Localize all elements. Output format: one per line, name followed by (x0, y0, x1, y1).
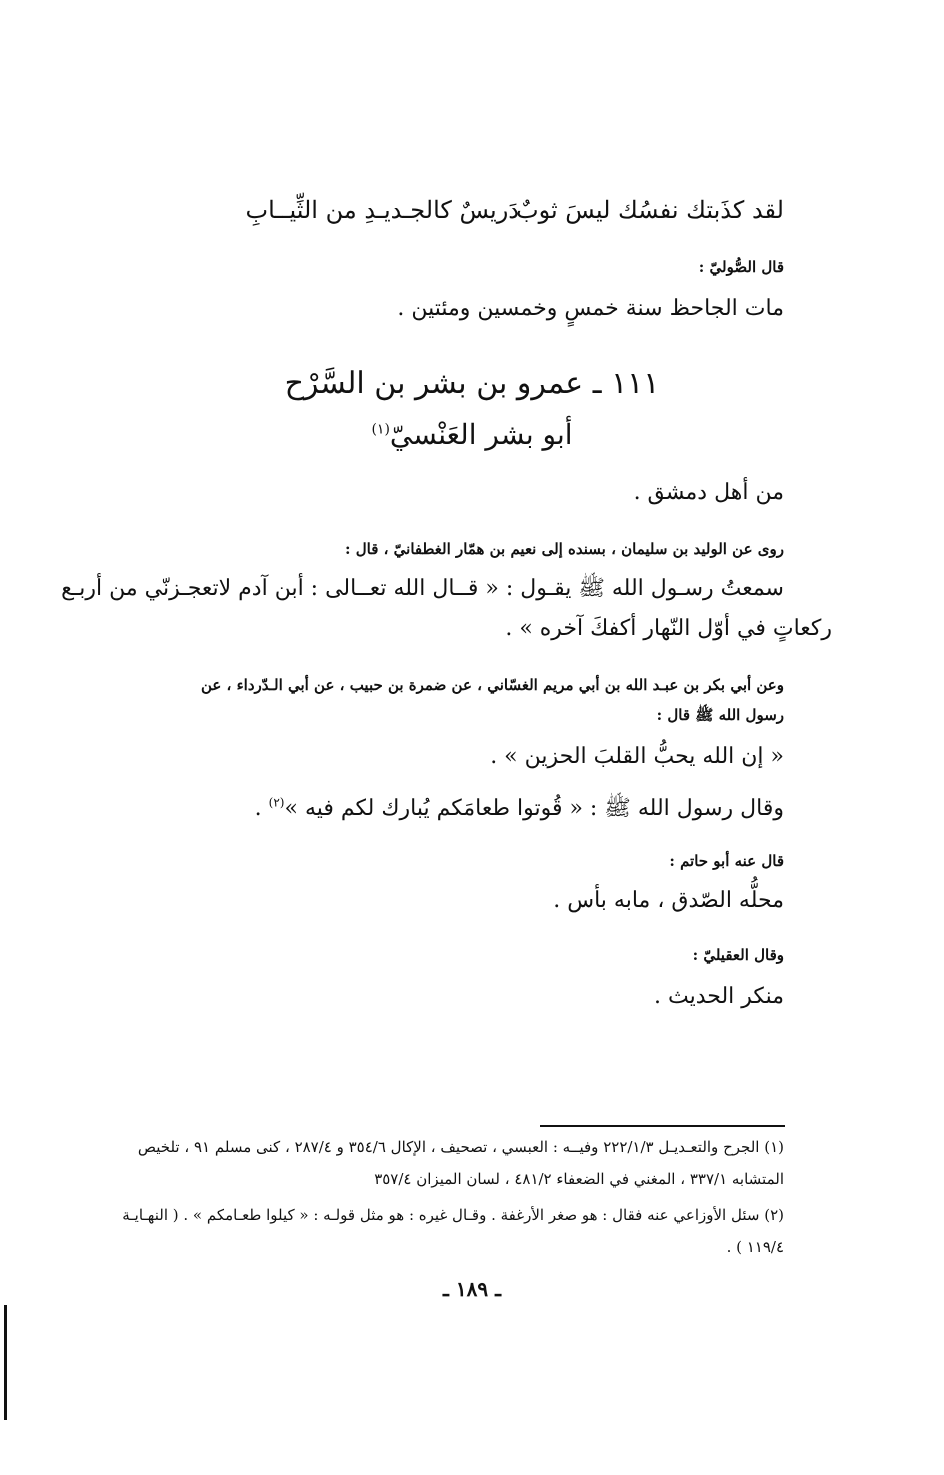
sawli-label: قال الصُّوليّ : (698, 258, 784, 276)
hadith-1-line2: ركعاتٍ في أوّل النّهار أكفكَ آخره » . (505, 616, 832, 641)
verse-second-hemistich: دَريسٌ كالجـديـدِ من الثِّيــابِ (245, 196, 519, 224)
page-number: ـ ١٨٩ ـ (443, 1277, 501, 1301)
hadith-3 (255, 794, 784, 826)
hadith-3-end: . (254, 796, 269, 821)
isnad-2-line2: رسول الله ﷺ قال : (656, 706, 784, 724)
uqayli-text: منكر الحديث . (654, 984, 784, 1009)
hadith-2: « إن الله يحبُّ القلبَ الحزين » . (490, 744, 784, 769)
origin-text: من أهل دمشق . (633, 480, 784, 505)
abu-hatim-text: محلُّه الصّدق ، مابه بأس . (553, 888, 784, 913)
sawli-text: مات الجاحظ سنة خمسٍ وخمسين ومئتين . (397, 296, 784, 321)
abu-hatim-label: قال عنه أبو حاتم : (669, 852, 784, 870)
hadith-1-line1: سمعتُ رسـول الله ﷺ يقـول : « قــال الله تعــالى : أبن آدم لاتعجـزنّي من أربـع (61, 576, 784, 601)
footnote-2-line1: (٢) سئل الأوزاعي عنه فقال : هو صغر الأرغفة . وقـال غيره : هو مثل قولـه : « كيلوا طعـامكم » . ( النهـايـة (122, 1206, 784, 1224)
footnote-ref-2: (٢) (268, 795, 285, 810)
entry-title: ١١١ ـ عمرو بن بشر بن السَّرْح (284, 366, 660, 401)
footnote-separator (540, 1125, 785, 1127)
footnote-1-line1: (١) الجرح والتعـديـل ٢٢٢/١/٣ وفيــه : العبسي ، تصحيف ، الإكال ٣٥٤/٦ و ٢٨٧/٤ ، كنى مسلم ٩١ ، تلخيص (137, 1138, 784, 1156)
entry-subtitle-text: أبو بشر العَنْسيّ (389, 418, 573, 451)
scan-margin-line (4, 1305, 7, 1420)
footnote-1-line2: المتشابه ٣٣٧/١ ، المغني في الضعفاء ٤٨١/٢ ، لسان الميزان ٣٥٧/٤ (374, 1170, 784, 1188)
hadith-3-text: وقال رسول الله ﷺ : « قُوتوا طعامَكم يُبارك لكم فيه » (284, 796, 784, 821)
entry-subtitle (0, 418, 944, 451)
isnad-1: روى عن الوليد بن سليمان ، بسنده إلى نعيم بن همّار الغطفانيّ ، قال : (344, 540, 784, 558)
uqayli-label: وقال العقيليّ : (692, 946, 784, 964)
footnote-2-line2: . ( ١١٩/٤ (726, 1238, 784, 1256)
footnote-ref-1: (١) (371, 421, 390, 438)
isnad-2-line1: وعن أبي بكر بن عبـد الله بن أبي مريم الغسّاني ، عن ضمرة بن حبيب ، عن أبي الـدّرداء ، عن (200, 676, 784, 694)
verse-first-hemistich: لقد كذَبتك نفسُك ليسَ ثوبٌ (515, 196, 784, 224)
